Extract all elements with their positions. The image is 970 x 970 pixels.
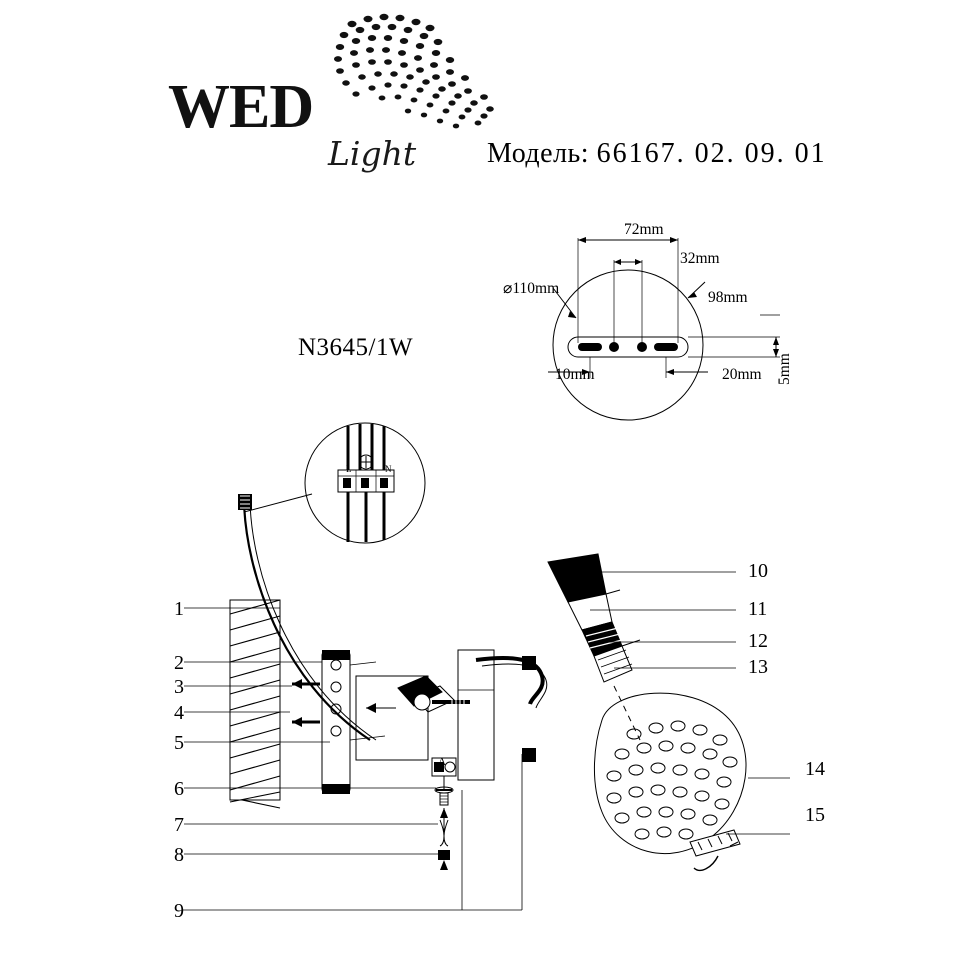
brand-wordmark: WED bbox=[168, 73, 314, 141]
dim-diameter-110: ⌀110mm bbox=[503, 280, 560, 297]
bracket-label-a: A bbox=[438, 756, 446, 768]
mounting-plate-drawing bbox=[490, 210, 810, 440]
callout-9: 9 bbox=[174, 900, 184, 922]
dim-32mm: 32mm bbox=[680, 250, 720, 267]
model-line bbox=[487, 138, 827, 170]
callout-10: 10 bbox=[748, 560, 768, 582]
terminal-label-n: N bbox=[385, 464, 392, 474]
exploded-assembly-drawing bbox=[170, 490, 870, 930]
callout-3: 3 bbox=[174, 676, 184, 698]
dim-98mm: 98mm bbox=[708, 289, 748, 306]
callout-2: 2 bbox=[174, 652, 184, 674]
callout-7: 7 bbox=[174, 814, 184, 836]
callout-11: 11 bbox=[748, 598, 768, 620]
callout-5: 5 bbox=[174, 732, 184, 754]
callout-13: 13 bbox=[748, 656, 768, 678]
product-code: N3645/1W bbox=[298, 334, 414, 361]
callout-4: 4 bbox=[174, 702, 184, 724]
model-code: 66167. 02. 09. 01 bbox=[596, 138, 827, 169]
callout-12: 12 bbox=[748, 630, 768, 652]
callout-8: 8 bbox=[174, 844, 184, 866]
model-label: Модель: bbox=[487, 138, 590, 169]
dim-72mm: 72mm bbox=[624, 221, 664, 238]
callout-14: 14 bbox=[805, 758, 825, 780]
dim-10mm: 10mm bbox=[555, 366, 595, 383]
callout-1: 1 bbox=[174, 598, 184, 620]
dim-20mm: 20mm bbox=[722, 366, 762, 383]
halftone-dots-ornament-icon bbox=[310, 8, 540, 138]
callout-15: 15 bbox=[805, 804, 825, 826]
dim-5mm: 5mm bbox=[776, 353, 793, 385]
callout-6: 6 bbox=[174, 778, 184, 800]
terminal-label-l: L bbox=[346, 464, 352, 474]
brand-logo bbox=[160, 8, 520, 188]
brand-subword: Light bbox=[328, 134, 417, 173]
